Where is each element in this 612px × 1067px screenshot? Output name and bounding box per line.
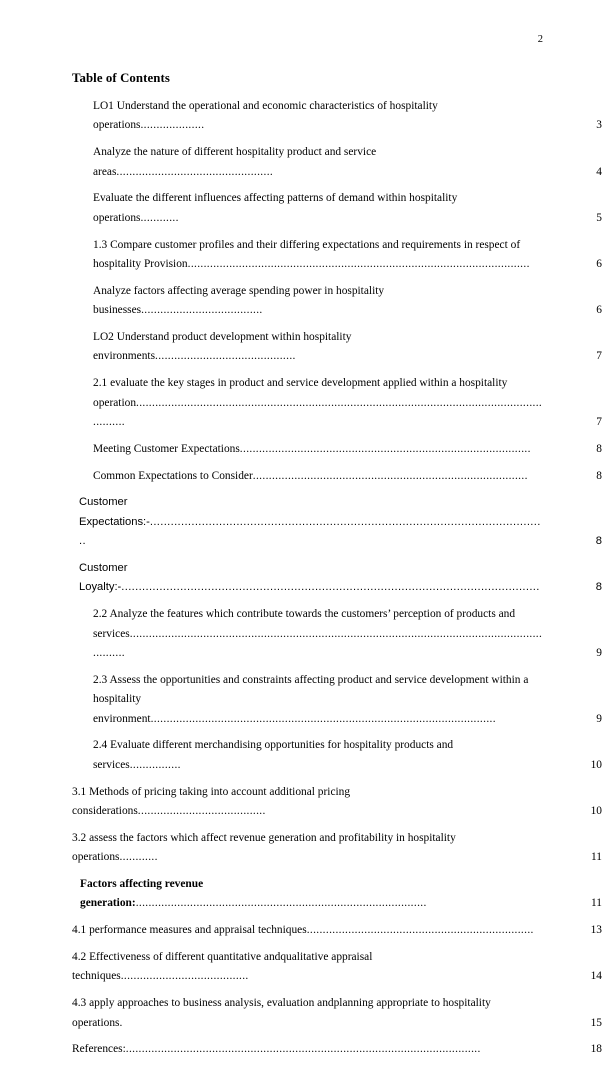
toc-dot-leader: ......................................	[141, 304, 263, 317]
toc-entry-page-number: 8	[595, 535, 602, 548]
toc-entry[interactable]	[0, 948, 612, 987]
toc-entry[interactable]	[0, 143, 612, 182]
toc-entry[interactable]	[0, 829, 612, 868]
toc-entry-page-number: 6	[596, 258, 602, 271]
toc-entry-label: Customer Expectations:-	[79, 496, 150, 528]
toc-entry[interactable]	[0, 875, 612, 914]
toc-entry-page-number: 7	[596, 416, 602, 429]
toc-entry-page-number: 14	[590, 970, 602, 983]
toc-entry-label: 3.1 Methods of pricing taking into account additional pricing considerations	[72, 785, 351, 818]
toc-dot-leader: ......................................................................................	[252, 469, 528, 482]
toc-dot-leader: ............	[140, 211, 179, 224]
toc-entry-label: Evaluate the different influences affecting patterns of demand within hospitality operations	[93, 192, 458, 224]
toc-entry-page-number: 18	[590, 1043, 602, 1056]
toc-dot-leader: .........................................................................................................................	[121, 581, 540, 594]
toc-dot-leader: ...........................................................................................	[135, 897, 427, 910]
toc-dot-leader: ........................................	[120, 970, 249, 983]
toc-entry-page-number: 13	[590, 924, 602, 937]
toc-entry-page-number: 8	[596, 469, 602, 482]
toc-entry-page-number: 4	[596, 165, 602, 178]
toc-entry-page-number: 9	[596, 712, 602, 725]
toc-entry-label: References:	[72, 1043, 126, 1056]
toc-dot-leader: ............................................................................................................	[150, 712, 496, 725]
toc-entry-label: Meeting Customer Expectations	[93, 442, 240, 455]
toc-entry-label: 3.2 assess the factors which affect revenue generation and profitability in hospitality operations	[72, 831, 456, 864]
toc-dot-leader: ....................	[140, 119, 205, 132]
toc-entry[interactable]	[0, 1040, 612, 1059]
toc-entry[interactable]	[0, 559, 612, 598]
toc-entry-label: 2.2 Analyze the features which contribute towards the customers’ perception of products and services	[93, 608, 516, 640]
toc-dot-leader: ...........................................................................................................................................	[93, 627, 543, 660]
toc-dot-leader: ...........................................................................................................	[187, 258, 530, 271]
toc-dot-leader: ............................................	[155, 350, 296, 363]
toc-entry-label: Common Expectations to Consider	[93, 469, 253, 482]
toc-entry-label: LO1 Understand the operational and economic characteristics of hospitality operations	[93, 100, 438, 132]
toc-entry[interactable]	[0, 374, 612, 432]
toc-entry-page-number: 5	[596, 211, 602, 224]
toc-entry[interactable]	[0, 467, 612, 486]
toc-entry[interactable]	[0, 189, 612, 228]
toc-dot-leader: .......................................................................	[306, 924, 534, 937]
toc-entry-page-number: 11	[591, 851, 602, 864]
page-number: 2	[537, 34, 543, 45]
toc-entry-label: 1.3 Compare customer profiles and their differing expectations and requirements in respect of hospitality Provision	[93, 238, 521, 271]
toc-dot-leader: .	[119, 1016, 123, 1029]
toc-dot-leader: .................................................	[116, 165, 274, 178]
toc-entry-page-number: 3	[596, 119, 602, 132]
toc-entry[interactable]	[0, 736, 612, 775]
toc-entry-label: Analyze factors affecting average spending power in hospitality businesses	[93, 284, 385, 317]
toc-entry-page-number: 11	[591, 897, 602, 910]
toc-dot-leader: ................	[129, 758, 181, 771]
toc-entry[interactable]	[0, 282, 612, 321]
toc-entry-page-number: 10	[590, 758, 602, 771]
toc-entry-label: Factors affecting revenue generation:	[80, 878, 204, 910]
toc-entry-label: 2.4 Evaluate different merchandising opportunities for hospitality products and services	[93, 739, 454, 771]
toc-entry[interactable]	[0, 493, 612, 551]
toc-dot-leader: ...........................................................................................	[239, 442, 531, 455]
toc-entry[interactable]	[0, 921, 612, 940]
toc-entry-label: 2.1 evaluate the key stages in product and service development applied within a hospitality operation	[93, 377, 508, 409]
toc-entry[interactable]	[0, 994, 612, 1033]
toc-entry[interactable]	[0, 440, 612, 459]
toc-entry[interactable]	[0, 236, 612, 275]
toc-entry-page-number: 10	[590, 805, 602, 818]
toc-entry[interactable]	[0, 671, 612, 729]
table-of-contents-list	[0, 97, 612, 1067]
toc-dot-leader: ............	[119, 851, 158, 864]
toc-dot-leader: ...............................................................................................................	[125, 1043, 481, 1056]
toc-entry-label: 4.2 Effectiveness of different quantitative andqualitative appraisal techniques	[72, 951, 373, 983]
toc-dot-leader: ...................................................................................................................	[79, 515, 541, 548]
toc-entry-page-number: 8	[595, 581, 602, 594]
toc-dot-leader: ........................................	[137, 805, 266, 818]
toc-entry-page-number: 15	[590, 1016, 602, 1029]
toc-entry[interactable]	[0, 97, 612, 136]
toc-dot-leader: .........................................................................................................................................	[93, 396, 543, 429]
toc-entry[interactable]	[0, 328, 612, 367]
toc-entry-page-number: 8	[596, 442, 602, 455]
toc-entry-label: 4.3 apply approaches to business analysis, evaluation andplanning appropriate to hospitality operations	[72, 997, 491, 1029]
toc-entry-label: 2.3 Assess the opportunities and constraints affecting product and service development within a hospitality environment	[93, 673, 529, 725]
toc-entry-label: Customer Loyalty:-	[79, 562, 128, 594]
toc-entry-label: LO2 Understand product development within hospitality environments	[93, 331, 352, 363]
toc-entry[interactable]	[0, 605, 612, 663]
toc-entry-page-number: 9	[596, 647, 602, 660]
toc-entry-page-number: 6	[596, 304, 602, 317]
toc-entry-label: Analyze the nature of different hospitality product and service areas	[93, 146, 377, 178]
page-title: Table of Contents	[72, 71, 170, 85]
toc-entry[interactable]	[0, 783, 612, 822]
toc-entry-page-number: 7	[596, 350, 602, 363]
toc-entry-label: 4.1 performance measures and appraisal techniques	[72, 924, 307, 937]
